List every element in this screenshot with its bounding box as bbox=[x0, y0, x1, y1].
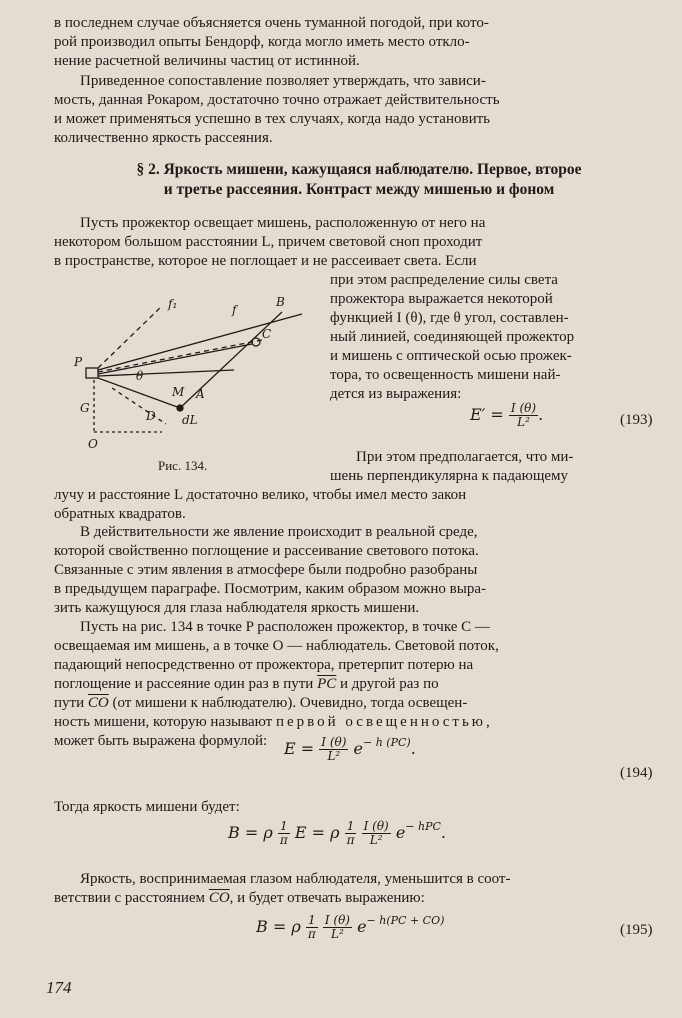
eq195-exp-base: e bbox=[357, 917, 367, 936]
top-paragraph bbox=[54, 14, 664, 71]
text-line: ный линией, соединяющей прожектор bbox=[330, 329, 575, 345]
eq194-lhs: E = bbox=[284, 739, 315, 758]
eq194-numerator: I (θ) bbox=[321, 735, 347, 749]
text-line: обратных квадратов. bbox=[54, 506, 186, 522]
eq195-num-1: 1 bbox=[306, 914, 318, 928]
eq193-denominator: L² bbox=[517, 415, 530, 429]
text-span: ность мишени, которую называют bbox=[54, 714, 273, 730]
text-line: в предыдущем параграфе. Посмотрим, каким образом можно выра- bbox=[54, 581, 486, 597]
text-line: лучу и расстояние L достаточно велико, чтобы имел место закон bbox=[54, 487, 467, 503]
text-span: пути bbox=[54, 695, 85, 711]
section-heading bbox=[54, 160, 664, 200]
text-line bbox=[54, 713, 664, 732]
eq194-number: (194) bbox=[620, 765, 653, 781]
label-g: G bbox=[80, 401, 90, 415]
eqb-num-3: I (θ) bbox=[363, 819, 389, 833]
text-line: количественно яркость рассеяния. bbox=[54, 130, 273, 146]
eq193-tail: . bbox=[538, 405, 544, 424]
side-text-after bbox=[330, 448, 664, 486]
text-span: и другой раз по bbox=[339, 676, 439, 692]
text-line: шень перпендикулярна к падающему bbox=[330, 468, 569, 484]
eqb-den-1: π bbox=[279, 833, 288, 847]
text-line: в пространстве, которое не поглощает и не рассеивает света. Если bbox=[54, 253, 477, 269]
text-line: некотором большом расстоянии L, причем световой сноп проходит bbox=[54, 234, 483, 250]
eq195-fraction-1 bbox=[306, 914, 318, 941]
eq195-number: (195) bbox=[620, 922, 653, 938]
label-o: O bbox=[88, 437, 98, 451]
eqb-fraction-1 bbox=[278, 820, 290, 847]
text-line: которой свойственно поглощение и рассеивание светового потока. bbox=[54, 543, 479, 559]
text-line: При этом предполагается, что ми- bbox=[356, 449, 574, 465]
equation-194 bbox=[284, 736, 416, 763]
eq193-numerator: I (θ) bbox=[510, 401, 537, 415]
text-line: рой производил опыты Бендорф, когда могло иметь место откло- bbox=[54, 34, 470, 50]
eq195-fraction-2 bbox=[323, 914, 352, 941]
label-a: A bbox=[196, 387, 205, 401]
projector-shape bbox=[86, 368, 98, 378]
figure-134-diagram bbox=[72, 284, 322, 454]
label-f1: f₁ bbox=[168, 297, 178, 311]
eqb-fraction-2 bbox=[345, 820, 357, 847]
text-line: и мишень с оптической осью прожек- bbox=[330, 348, 572, 364]
text-span: (от мишени к наблюдателю). Очевидно, тогда освещен- bbox=[112, 695, 468, 711]
text-line: падающий непосредственно от прожектора, претерпит потерю на bbox=[54, 657, 474, 673]
text-line: В действительности же явление происходит в реальной среде, bbox=[80, 524, 478, 540]
segment-co: $\overline{CO}$ bbox=[208, 890, 230, 906]
text-line: при этом распределение силы света bbox=[330, 272, 558, 288]
label-c: C bbox=[262, 327, 272, 341]
label-m: M bbox=[172, 385, 185, 399]
eq195-exponent: − h(PC + CO) bbox=[366, 914, 445, 927]
ray-dashed bbox=[98, 340, 262, 372]
text-line: функцией I (θ), где θ угол, составлен- bbox=[330, 310, 569, 326]
paragraph-perceived-brightness bbox=[54, 870, 664, 908]
text-line bbox=[54, 675, 664, 694]
paragraph-comparison bbox=[54, 72, 664, 148]
text-span: ветствии с расстоянием bbox=[54, 890, 206, 906]
text-line bbox=[54, 889, 664, 908]
brightness-intro: Тогда яркость мишени будет: bbox=[54, 799, 240, 815]
eq194-tail: . bbox=[410, 739, 416, 758]
text-line: Пусть на рис. 134 в точке P расположен прожектор, в точке C — bbox=[80, 619, 490, 635]
eqb-den-2: π bbox=[346, 833, 355, 847]
text-line: прожектора выражается некоторой bbox=[330, 291, 553, 307]
eqb-mid: E = ρ bbox=[294, 823, 340, 842]
text-line: Пусть прожектор освещает мишень, расположенную от него на bbox=[80, 215, 486, 231]
equation-195 bbox=[256, 914, 444, 941]
text-span: , и будет отвечать выражению: bbox=[229, 890, 425, 906]
ray-f1 bbox=[98, 306, 162, 368]
page-number: 174 bbox=[46, 978, 72, 997]
equation-brightness bbox=[228, 820, 446, 847]
figure-caption: Рис. 134. bbox=[158, 458, 208, 473]
label-d: D bbox=[146, 409, 156, 423]
point-c bbox=[252, 338, 260, 346]
equation-193 bbox=[470, 402, 543, 429]
eq193-lhs: E′ = bbox=[470, 405, 504, 424]
label-b: B bbox=[276, 295, 285, 309]
eqb-lhs: B = ρ bbox=[228, 823, 273, 842]
eq194-exponent: − h (PC) bbox=[362, 736, 411, 749]
label-f: f bbox=[232, 303, 237, 317]
text-line: тора, то освещенность мишени най- bbox=[330, 367, 561, 383]
text-line: нение расчетной величины частиц от истинной. bbox=[54, 53, 360, 69]
text-line: может быть выражена формулой: bbox=[54, 733, 268, 749]
eq193-number: (193) bbox=[620, 412, 653, 428]
eq195-den-2: L² bbox=[331, 927, 344, 941]
term-first-illuminance: первой освещенностью, bbox=[275, 714, 493, 730]
eqb-tail: . bbox=[440, 823, 447, 842]
eqb-num-1: 1 bbox=[278, 820, 290, 834]
eqb-exp-base: e bbox=[395, 823, 406, 842]
text-line: дется из выражения: bbox=[330, 386, 462, 402]
text-line: мость, данная Рокаром, достаточно точно отражает действительность bbox=[54, 92, 500, 108]
text-line: Приведенное сопоставление позволяет утверждать, что зависи- bbox=[80, 73, 486, 89]
eq194-exp-base: e bbox=[353, 739, 363, 758]
text-line: в последнем случае объясняется очень туманной погодой, при кото- bbox=[54, 15, 489, 31]
text-line bbox=[54, 694, 664, 713]
point-m bbox=[177, 405, 183, 411]
heading-line: § 2. Яркость мишени, кажущаяся наблюдателю. Первое, второе bbox=[136, 161, 582, 178]
eqb-num-2: 1 bbox=[345, 820, 357, 834]
label-theta: θ bbox=[136, 369, 144, 383]
paragraph-real-medium bbox=[54, 523, 664, 618]
text-span: поглощение и рассеяние один раз в пути bbox=[54, 676, 314, 692]
text-line: Связанные с этим явления в атмосфере были подробно разобраны bbox=[54, 562, 478, 578]
paragraph-inverse-square bbox=[54, 486, 664, 524]
eqb-den-3: L² bbox=[369, 833, 383, 847]
eqb-fraction-3 bbox=[362, 820, 391, 847]
paragraph-projector-setup bbox=[54, 618, 664, 751]
eq195-num-2: I (θ) bbox=[324, 913, 350, 927]
text-line: Яркость, воспринимаемая глазом наблюдателя, уменьшится в соот- bbox=[80, 871, 511, 887]
segment-co: $\overline{CO}$ bbox=[87, 695, 109, 711]
eq193-fraction bbox=[509, 402, 538, 429]
paragraph-intro bbox=[54, 214, 664, 271]
text-line: зить кажущуюся для глаза наблюдателя яркость мишени. bbox=[54, 600, 420, 616]
eq194-fraction bbox=[319, 736, 348, 763]
text-line: освещаемая им мишень, а в точке O — наблюдатель. Световой поток, bbox=[54, 638, 499, 654]
heading-line: и третье рассеяния. Контраст между мишенью и фоном bbox=[163, 181, 555, 198]
eqb-exponent: − hPC bbox=[405, 820, 441, 833]
segment-pc: $\overline{PC}$ bbox=[317, 676, 337, 692]
label-dl: dL bbox=[182, 413, 198, 427]
eq195-lhs: B = ρ bbox=[256, 917, 301, 936]
ray-theta bbox=[98, 370, 234, 376]
side-text bbox=[330, 271, 664, 404]
eq194-denominator: L² bbox=[327, 749, 341, 763]
label-p: P bbox=[74, 355, 83, 369]
eq195-den-1: π bbox=[307, 927, 316, 941]
text-line: и может применяться успешно в тех случаях, когда надо установить bbox=[54, 111, 490, 127]
